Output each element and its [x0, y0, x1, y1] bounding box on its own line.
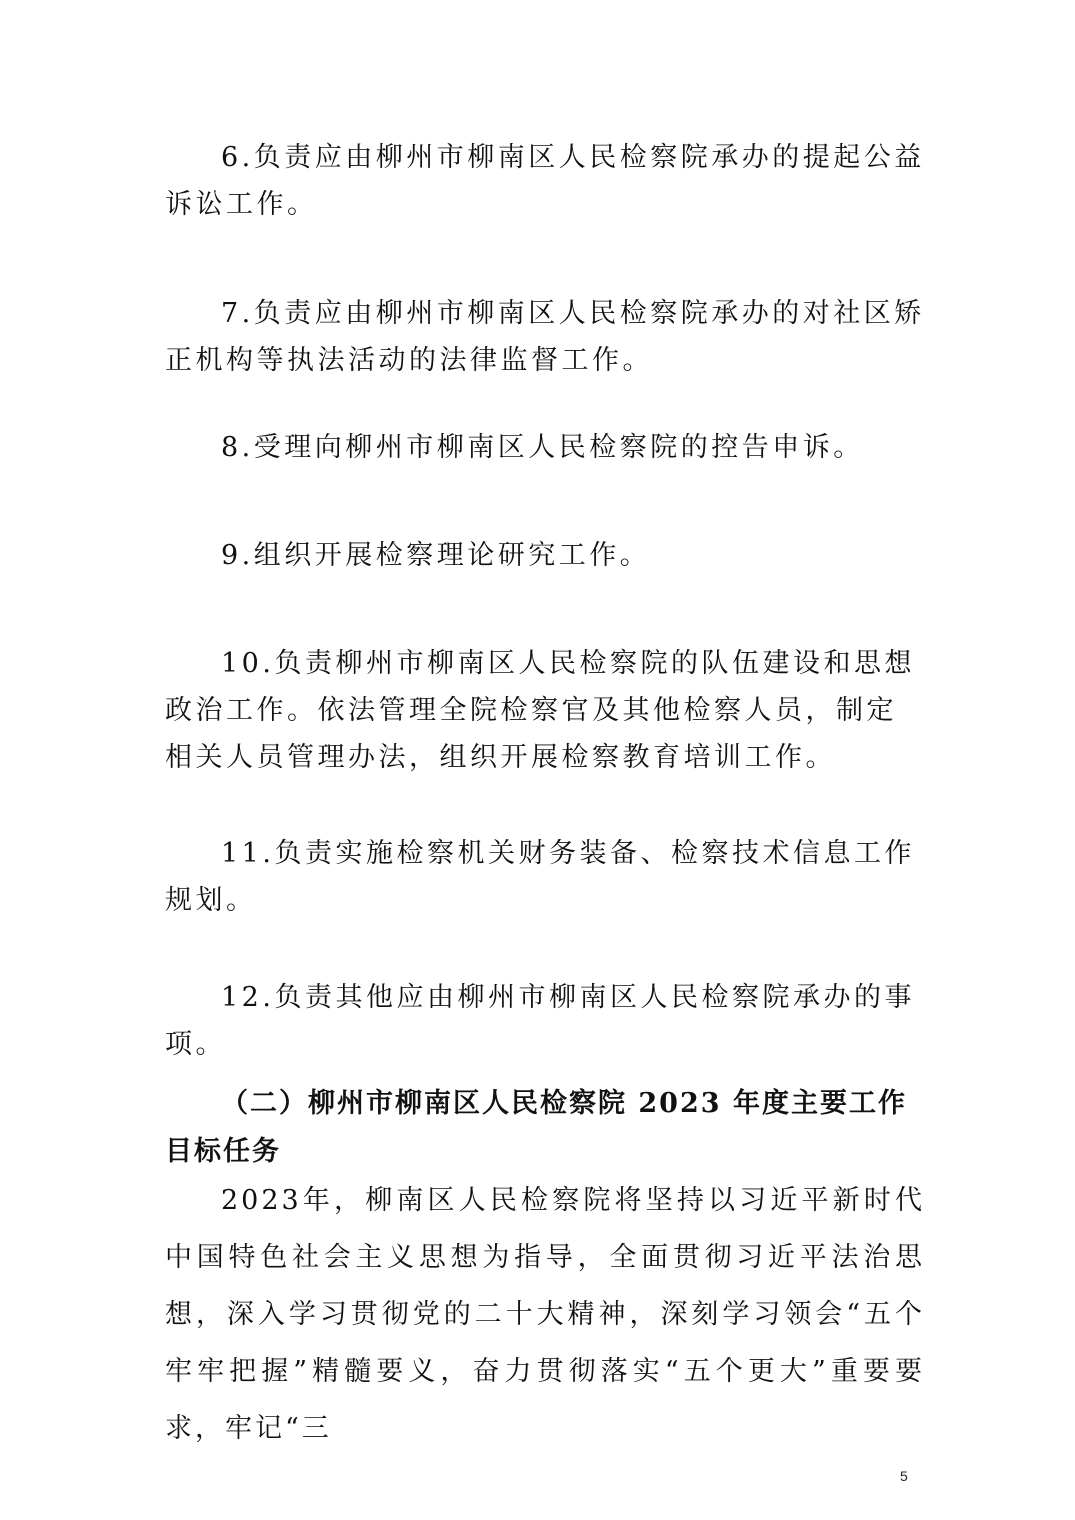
section-heading: （二）柳州市柳南区人民检察院 2023 年度主要工作目标任务 — [165, 1088, 907, 1167]
item-6: 6.负责应由柳州市柳南区人民检察院承办的提起公益诉讼工作。 — [165, 142, 925, 220]
item-9: 9.组织开展检察理论研究工作。 — [221, 540, 651, 571]
item-7: 7.负责应由柳州市柳南区人民检察院承办的对社区矫正机构等执法活动的法律监督工作。 — [165, 298, 925, 376]
page-number: 5 — [900, 1468, 908, 1484]
item-8: 8.受理向柳州市柳南区人民检察院的控告申诉。 — [221, 432, 864, 463]
item-10: 10.负责柳州市柳南区人民检察院的队伍建设和思想政治工作。依法管理全院检察官及其他检察人员，制定相关人员管理办法，组织开展检察教育培训工作。 — [165, 648, 915, 773]
item-12: 12.负责其他应由柳州市柳南区人民检察院承办的事项。 — [165, 982, 915, 1060]
body-paragraph: 2023年，柳南区人民检察院将坚持以习近平新时代中国特色社会主义思想为指导，全面贯彻习近平法治思想，深入学习贯彻党的二十大精神，深刻学习领会“五个牢牢把握”精髓要义，奋力贯彻落实“五个更大”重要要求，牢记“三 — [165, 1185, 925, 1444]
item-11: 11.负责实施检察机关财务装备、检察技术信息工作规划。 — [165, 838, 915, 916]
